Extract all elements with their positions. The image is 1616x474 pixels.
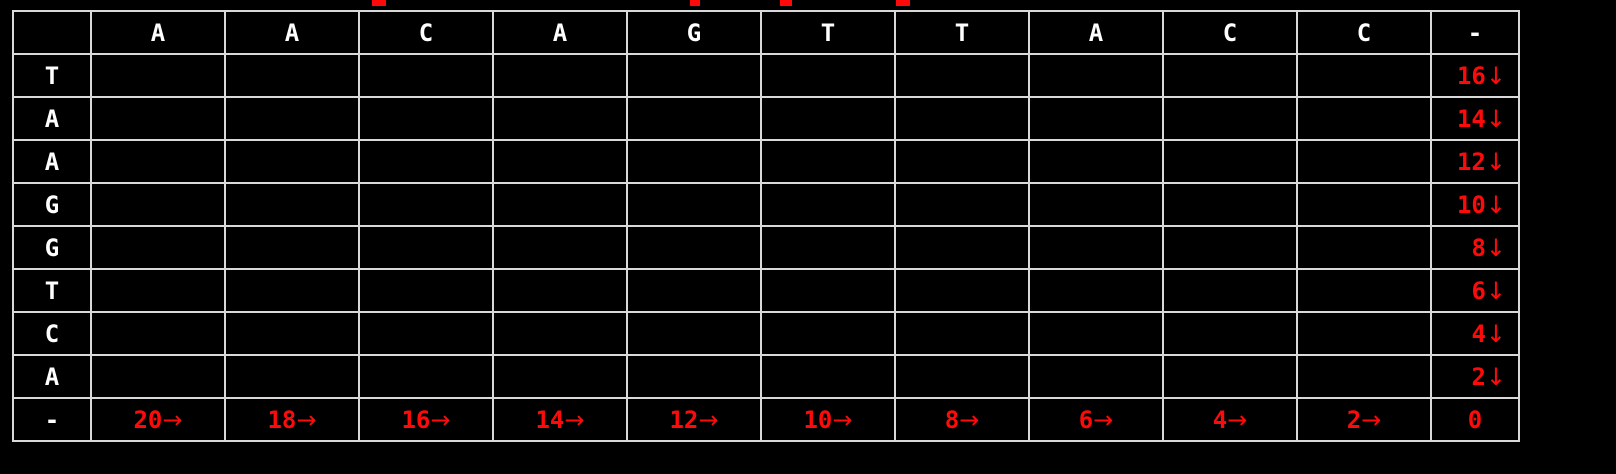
- matrix-cell: [1163, 312, 1297, 355]
- matrix-cell: [1029, 269, 1163, 312]
- col-header: A: [91, 11, 225, 54]
- gap-col-score-cell: [1431, 269, 1519, 312]
- down-arrow-icon: ↓: [1485, 190, 1506, 219]
- right-arrow-icon: →: [832, 405, 853, 434]
- down-arrow-icon: ↓: [1485, 276, 1506, 305]
- right-arrow-icon: →: [959, 405, 980, 434]
- header-row: [13, 11, 1519, 54]
- col-header: G: [627, 11, 761, 54]
- matrix-cell: [91, 355, 225, 398]
- matrix-cell: [1029, 183, 1163, 226]
- matrix-row: [13, 183, 1519, 226]
- score-value: 8: [1471, 233, 1486, 262]
- gap-row-score-cell: [627, 398, 761, 441]
- matrix-cell: [761, 140, 895, 183]
- matrix-cell: [1029, 54, 1163, 97]
- score-value: 14: [1456, 104, 1486, 133]
- score-value: 4: [1471, 319, 1486, 348]
- caption-fragment: [690, 0, 700, 6]
- matrix-cell: [225, 183, 359, 226]
- col-header-gap: -: [1431, 11, 1519, 54]
- matrix-cell: [895, 183, 1029, 226]
- matrix-cell: [627, 226, 761, 269]
- right-arrow-icon: →: [162, 405, 183, 434]
- matrix-cell: [493, 183, 627, 226]
- down-arrow-icon: ↓: [1485, 319, 1506, 348]
- matrix-cell: [1163, 140, 1297, 183]
- row-header: G: [13, 183, 91, 226]
- row-header: T: [13, 54, 91, 97]
- right-arrow-icon: →: [1227, 405, 1248, 434]
- col-header: C: [359, 11, 493, 54]
- gap-row-score-cell: [895, 398, 1029, 441]
- matrix-cell: [1029, 226, 1163, 269]
- matrix-cell: [493, 269, 627, 312]
- matrix-cell: [761, 226, 895, 269]
- matrix-cell: [359, 183, 493, 226]
- matrix-cell: [359, 97, 493, 140]
- row-header: C: [13, 312, 91, 355]
- matrix-cell: [493, 226, 627, 269]
- score-value: 2: [1346, 405, 1362, 434]
- caption-fragment: [896, 0, 910, 6]
- matrix-row: [13, 269, 1519, 312]
- matrix-cell: [895, 140, 1029, 183]
- col-header: C: [1163, 11, 1297, 54]
- row-header: A: [13, 140, 91, 183]
- gap-col-score-cell: [1431, 54, 1519, 97]
- matrix-cell: [761, 355, 895, 398]
- dp-score-matrix: [12, 10, 1520, 442]
- down-arrow-icon: ↓: [1485, 147, 1506, 176]
- gap-row-score-cell: [761, 398, 895, 441]
- score-value: 14: [535, 405, 565, 434]
- row-header: -: [13, 398, 91, 441]
- matrix-cell: [627, 54, 761, 97]
- col-header: A: [1029, 11, 1163, 54]
- matrix-cell: [627, 183, 761, 226]
- score-value: 12: [669, 405, 699, 434]
- matrix-cell: [761, 312, 895, 355]
- matrix-cell: [895, 355, 1029, 398]
- matrix-cell: [1163, 97, 1297, 140]
- matrix-cell: [1163, 269, 1297, 312]
- matrix-cell: [91, 140, 225, 183]
- matrix-cell: [225, 226, 359, 269]
- score-value: 2: [1471, 362, 1486, 391]
- score-value: 4: [1212, 405, 1228, 434]
- caption-fragment: [372, 0, 386, 6]
- matrix-cell: [359, 355, 493, 398]
- gap-col-score-cell: [1431, 355, 1519, 398]
- matrix-row: [13, 226, 1519, 269]
- score-value: 6: [1471, 276, 1486, 305]
- matrix-cell: [225, 355, 359, 398]
- right-arrow-icon: →: [1093, 405, 1114, 434]
- down-arrow-icon: ↓: [1485, 362, 1506, 391]
- matrix-cell: [493, 312, 627, 355]
- matrix-row: [13, 398, 1519, 441]
- matrix-cell: [761, 269, 895, 312]
- score-value: 18: [267, 405, 297, 434]
- matrix-row: [13, 355, 1519, 398]
- gap-row-score-cell: [225, 398, 359, 441]
- matrix-cell: [1297, 140, 1431, 183]
- score-value: 10: [1456, 190, 1486, 219]
- gap-col-score-cell: [1431, 140, 1519, 183]
- matrix-cell: [895, 269, 1029, 312]
- matrix-cell: [895, 97, 1029, 140]
- matrix-cell: [91, 54, 225, 97]
- score-value: 20: [133, 405, 163, 434]
- gap-row-score-cell: [1297, 398, 1431, 441]
- matrix-cell: [359, 226, 493, 269]
- matrix-cell: [627, 140, 761, 183]
- corner-cell: [13, 11, 91, 54]
- gap-col-score-cell: [1431, 97, 1519, 140]
- matrix-cell: [895, 226, 1029, 269]
- matrix-cell: [493, 54, 627, 97]
- matrix-cell: [91, 97, 225, 140]
- matrix-cell: [225, 54, 359, 97]
- col-header: T: [895, 11, 1029, 54]
- matrix-cell: [627, 97, 761, 140]
- matrix-row: [13, 140, 1519, 183]
- matrix-cell: [1163, 226, 1297, 269]
- row-header: A: [13, 355, 91, 398]
- gap-row-score-cell: [1163, 398, 1297, 441]
- col-header: A: [225, 11, 359, 54]
- matrix-row: [13, 97, 1519, 140]
- right-arrow-icon: →: [430, 405, 451, 434]
- matrix-cell: [1029, 312, 1163, 355]
- matrix-cell: [359, 312, 493, 355]
- gap-row-score-cell: [1029, 398, 1163, 441]
- matrix-cell: [1297, 226, 1431, 269]
- matrix-cell: [493, 140, 627, 183]
- score-value: 6: [1078, 405, 1094, 434]
- down-arrow-icon: ↓: [1485, 233, 1506, 262]
- caption-fragment: [780, 0, 792, 6]
- matrix-cell: [91, 269, 225, 312]
- gap-col-score-cell: [1431, 312, 1519, 355]
- down-arrow-icon: ↓: [1485, 104, 1506, 133]
- gap-row-score-cell: [91, 398, 225, 441]
- matrix-cell: [359, 269, 493, 312]
- matrix-cell: [493, 97, 627, 140]
- score-value: 12: [1456, 147, 1486, 176]
- matrix-cell: [359, 54, 493, 97]
- matrix-cell: [91, 183, 225, 226]
- matrix-cell: [91, 312, 225, 355]
- matrix-cell: [225, 97, 359, 140]
- matrix-cell: [1297, 97, 1431, 140]
- matrix-cell: [225, 312, 359, 355]
- matrix-cell: [1163, 183, 1297, 226]
- matrix-cell: [91, 226, 225, 269]
- gap-row-score-cell: [493, 398, 627, 441]
- matrix-cell: [1297, 312, 1431, 355]
- matrix-cell: [761, 97, 895, 140]
- right-arrow-icon: →: [1361, 405, 1382, 434]
- score-value: 16: [401, 405, 431, 434]
- col-header: T: [761, 11, 895, 54]
- gap-row-score-cell: [359, 398, 493, 441]
- matrix-cell: [1163, 355, 1297, 398]
- matrix-cell: [761, 183, 895, 226]
- right-arrow-icon: →: [296, 405, 317, 434]
- matrix-cell: [225, 269, 359, 312]
- matrix-row: [13, 312, 1519, 355]
- matrix-cell: [627, 269, 761, 312]
- score-value: 8: [944, 405, 960, 434]
- matrix-cell: [627, 355, 761, 398]
- down-arrow-icon: ↓: [1485, 61, 1506, 90]
- col-header: A: [493, 11, 627, 54]
- matrix-cell: [1297, 183, 1431, 226]
- row-header: T: [13, 269, 91, 312]
- matrix-body: [13, 54, 1519, 441]
- row-header: A: [13, 97, 91, 140]
- score-value: 10: [803, 405, 833, 434]
- matrix-cell: [895, 54, 1029, 97]
- matrix-cell: [493, 355, 627, 398]
- right-arrow-icon: →: [698, 405, 719, 434]
- matrix-row: [13, 54, 1519, 97]
- matrix-cell: [627, 312, 761, 355]
- matrix-cell: [895, 312, 1029, 355]
- matrix-cell: [1297, 355, 1431, 398]
- matrix-cell: [1029, 355, 1163, 398]
- row-header: G: [13, 226, 91, 269]
- matrix-cell: [1297, 54, 1431, 97]
- gap-col-score-cell: [1431, 183, 1519, 226]
- score-value: 16: [1456, 61, 1486, 90]
- matrix-cell: [359, 140, 493, 183]
- right-arrow-icon: →: [564, 405, 585, 434]
- corner-score-cell: 0: [1431, 398, 1519, 441]
- matrix-cell: [225, 140, 359, 183]
- col-header: C: [1297, 11, 1431, 54]
- gap-col-score-cell: [1431, 226, 1519, 269]
- matrix-cell: [761, 54, 895, 97]
- matrix-cell: [1163, 54, 1297, 97]
- matrix-cell: [1297, 269, 1431, 312]
- matrix-cell: [1029, 97, 1163, 140]
- matrix-cell: [1029, 140, 1163, 183]
